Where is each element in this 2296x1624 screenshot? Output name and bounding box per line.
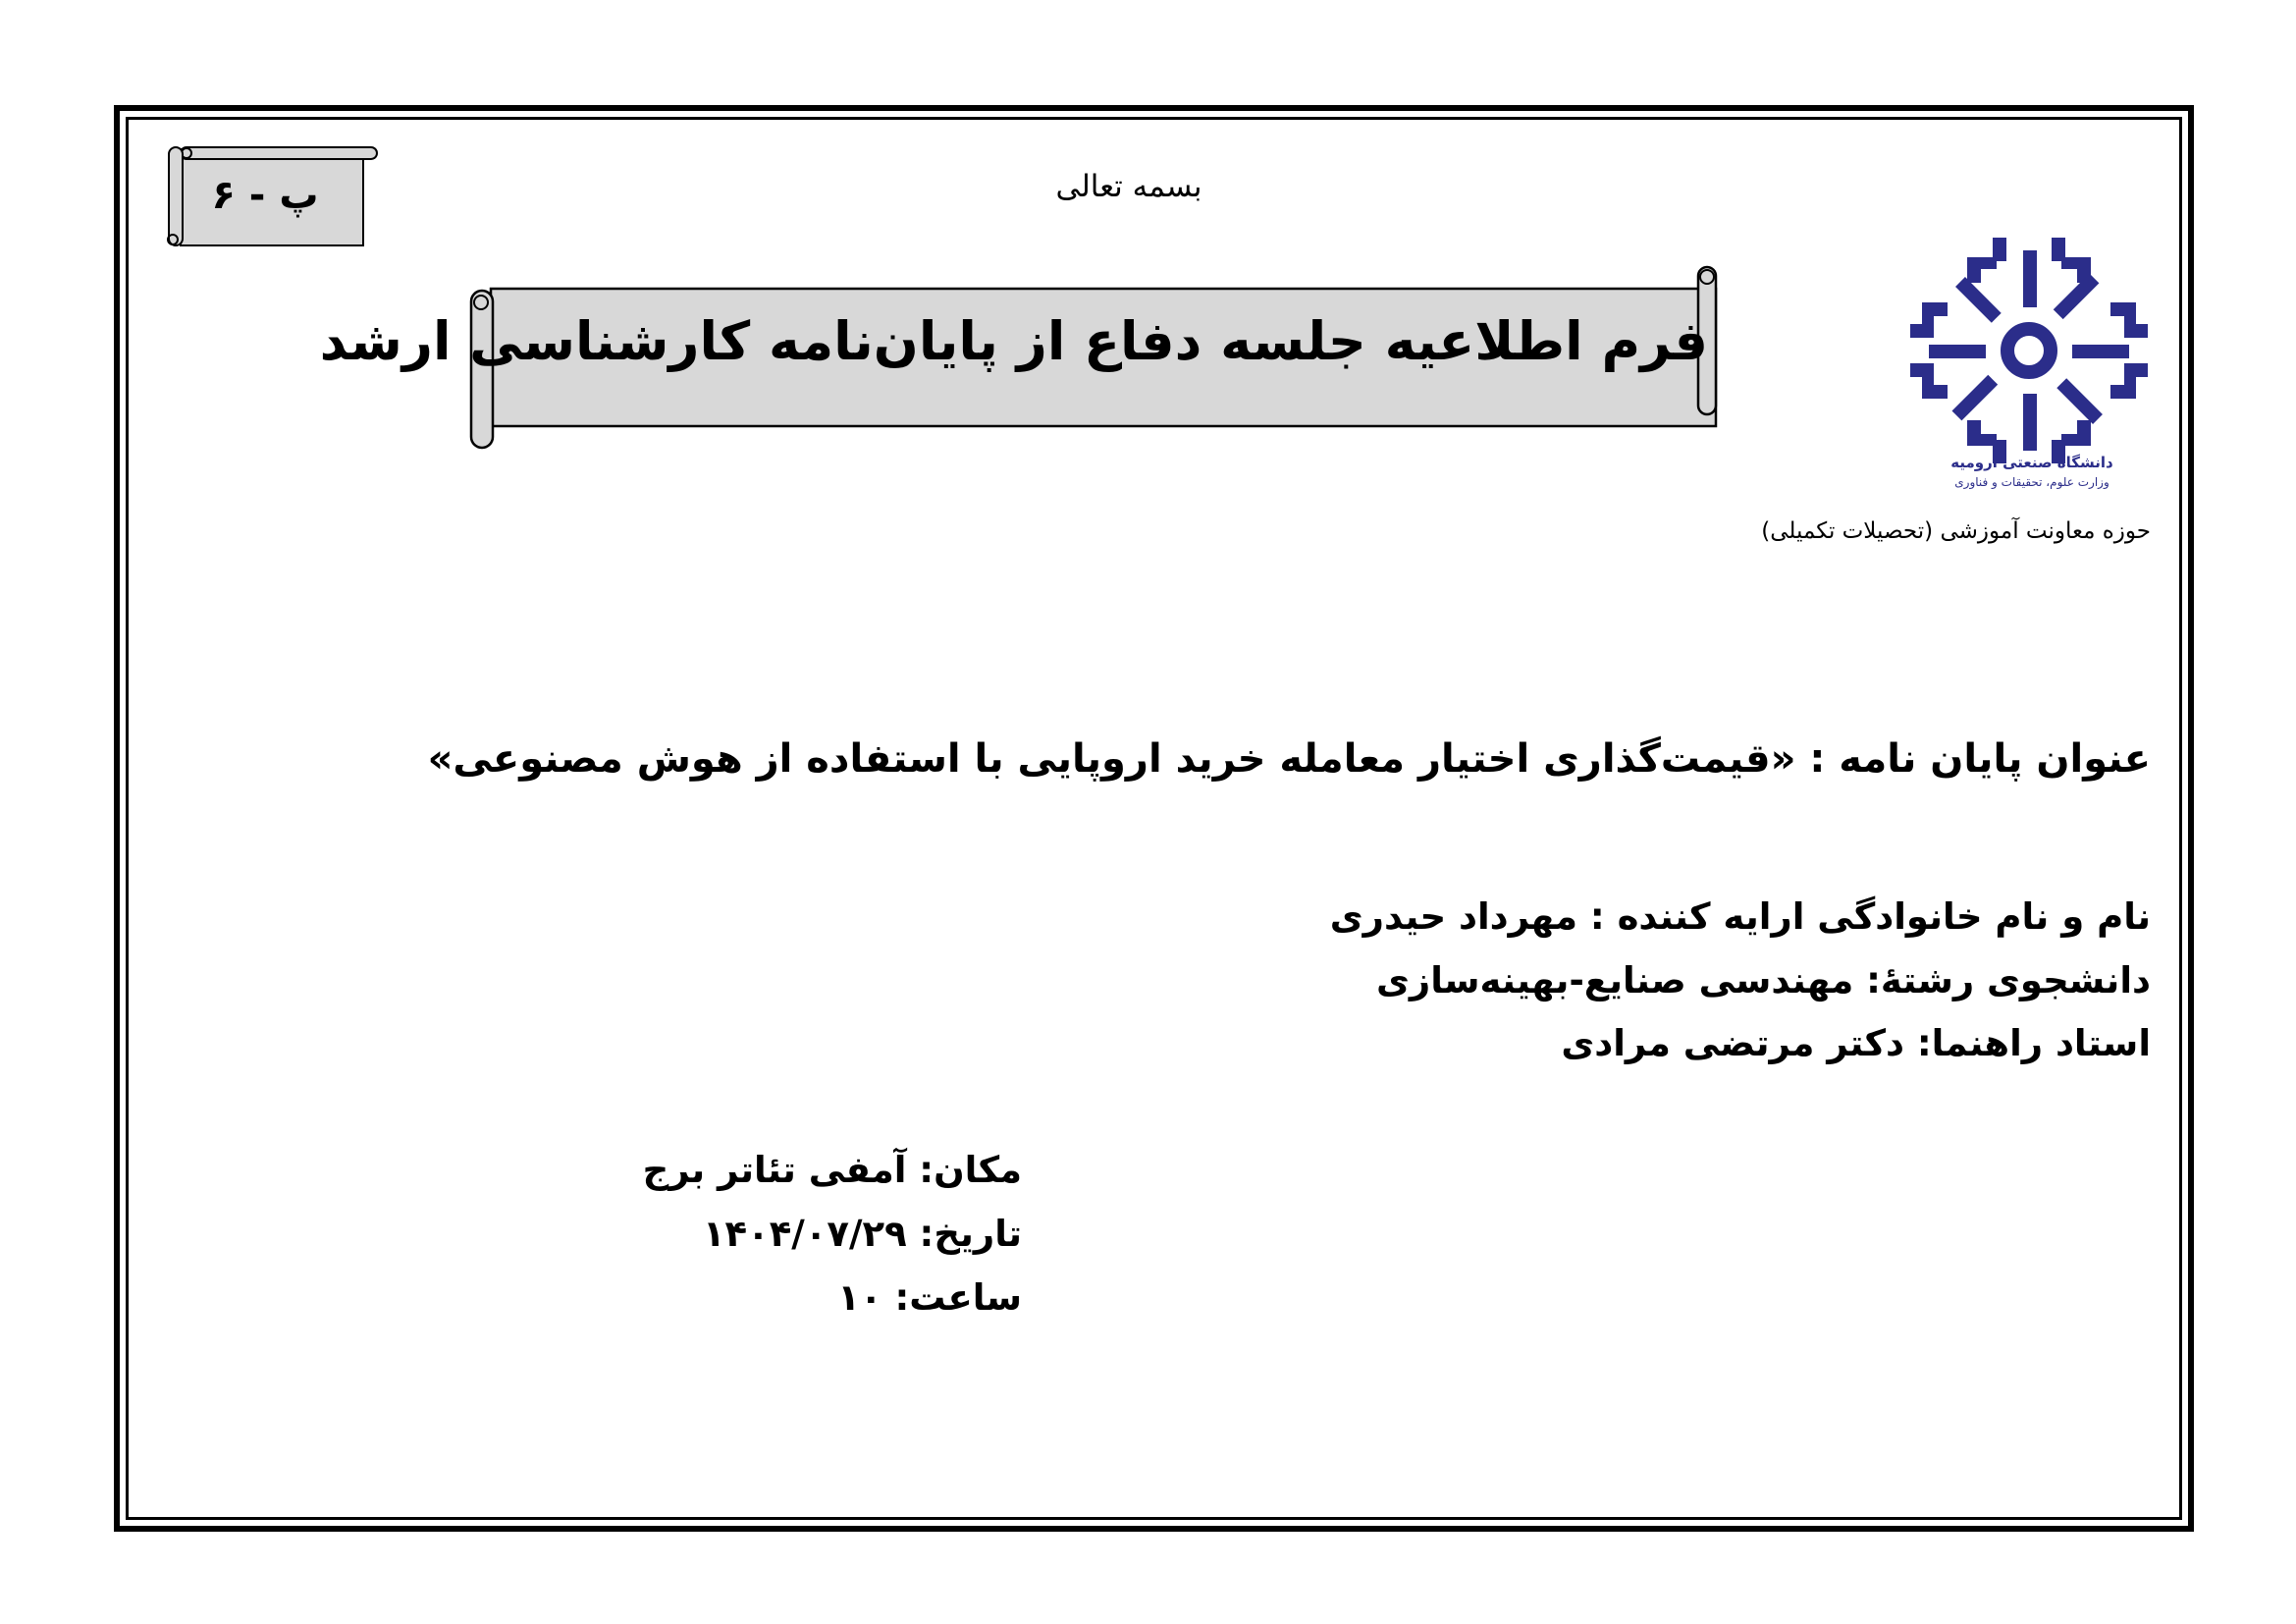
form-code: پ - ۶ bbox=[211, 173, 319, 218]
logo-caption-university: دانشگاه صنعتی ارومیه bbox=[1950, 454, 2113, 471]
bismillah-heading: بسمه تعالی bbox=[1055, 169, 1202, 204]
logo-caption-ministry: وزارت علوم، تحقیقات و فناوری bbox=[1954, 475, 2109, 489]
session-time: ساعت: ۱۰ bbox=[837, 1276, 1022, 1319]
session-date: تاریخ: ۱۴۰۴/۰۷/۲۹ bbox=[702, 1213, 1022, 1255]
page-title: فرم اطلاعیه جلسه دفاع از پایان‌نامه کارشناسی ارشد bbox=[319, 310, 1708, 372]
university-logo bbox=[1910, 238, 2148, 463]
field-of-study: دانشجوی رشتهٔ: مهندسی صنایع-بهینه‌سازی bbox=[1375, 959, 2151, 1001]
session-location: مکان: آمفی تئاتر برج bbox=[642, 1149, 1022, 1191]
advisor-name: استاد راهنما: دکتر مرتضی مرادی bbox=[1561, 1022, 2151, 1064]
presenter-name: نام و نام خانوادگی ارایه کننده : مهرداد حیدری bbox=[1329, 895, 2151, 938]
thesis-title: عنوان پایان نامه : «قیمت‌گذاری اختیار معامله خرید اروپایی با استفاده از هوش مصنوعی» bbox=[427, 736, 2151, 782]
department-label: حوزه معاونت آموزشی (تحصیلات تکمیلی) bbox=[1761, 518, 2151, 544]
